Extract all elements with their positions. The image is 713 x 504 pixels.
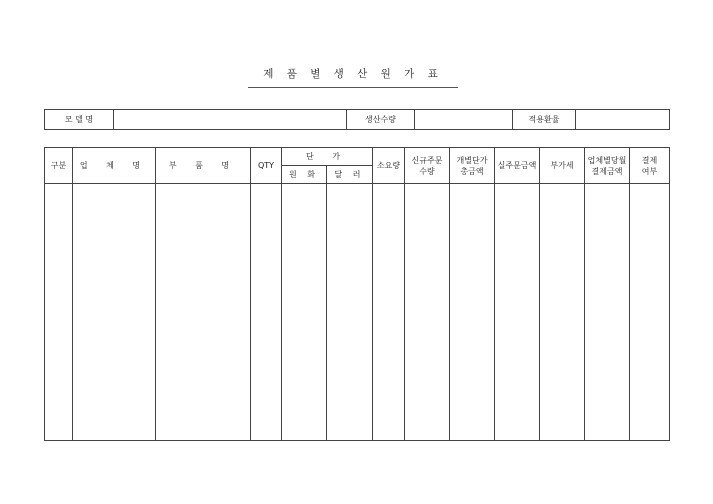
col-vat: 부가세 <box>540 148 585 184</box>
col-krw: 원 화 <box>282 166 327 184</box>
cell-new-order[interactable] <box>405 184 450 441</box>
col-unit-total-line1: 개별단가 <box>456 155 488 165</box>
col-qty: QTY <box>251 148 282 184</box>
cell-part[interactable] <box>156 184 251 441</box>
col-vendor: 업 체 명 <box>73 148 156 184</box>
cell-vat[interactable] <box>540 184 585 441</box>
col-new-order <box>405 148 450 184</box>
title-underline <box>248 87 458 88</box>
page-title: 제 품 별 생 산 원 가 표 <box>263 68 443 80</box>
col-vendor-monthly <box>585 148 630 184</box>
col-category: 구분 <box>45 148 73 184</box>
col-required: 소요량 <box>373 148 405 184</box>
production-qty-cell[interactable] <box>415 110 513 130</box>
exchange-rate-cell[interactable] <box>576 110 670 130</box>
cell-required[interactable] <box>373 184 405 441</box>
exchange-rate-label: 적용환율 <box>513 110 576 130</box>
cell-vendor[interactable] <box>73 184 156 441</box>
cell-actual-order[interactable] <box>495 184 540 441</box>
col-payment-line1: 결제 <box>641 155 658 165</box>
cell-krw[interactable] <box>282 184 327 441</box>
col-new-order-line2: 수량 <box>419 166 435 176</box>
col-unit-total <box>450 148 495 184</box>
col-payment <box>630 148 670 184</box>
cell-payment[interactable] <box>630 184 670 441</box>
col-actual-order: 실주문금액 <box>495 148 540 184</box>
cell-category[interactable] <box>45 184 73 441</box>
table-row <box>45 184 670 441</box>
cell-unit-total[interactable] <box>450 184 495 441</box>
col-unit-price: 단 가 <box>282 148 373 166</box>
model-label: 모 델 명 <box>45 110 114 130</box>
col-unit-total-line2: 총금액 <box>460 166 484 176</box>
model-value-cell[interactable] <box>114 110 347 130</box>
col-vendor-monthly-line2: 결제금액 <box>591 166 623 176</box>
cost-table <box>44 147 670 441</box>
col-vendor-monthly-line1: 업체별당월 <box>587 155 627 165</box>
cell-qty[interactable] <box>251 184 282 441</box>
col-payment-line2: 여부 <box>641 166 658 176</box>
production-qty-label: 생산수량 <box>347 110 415 130</box>
cell-vendor-monthly[interactable] <box>585 184 630 441</box>
model-info-table <box>44 109 670 130</box>
cell-usd[interactable] <box>327 184 373 441</box>
col-new-order-line1: 신규주문 <box>411 155 443 165</box>
col-usd: 달 러 <box>327 166 373 184</box>
col-part: 부 품 명 <box>156 148 251 184</box>
